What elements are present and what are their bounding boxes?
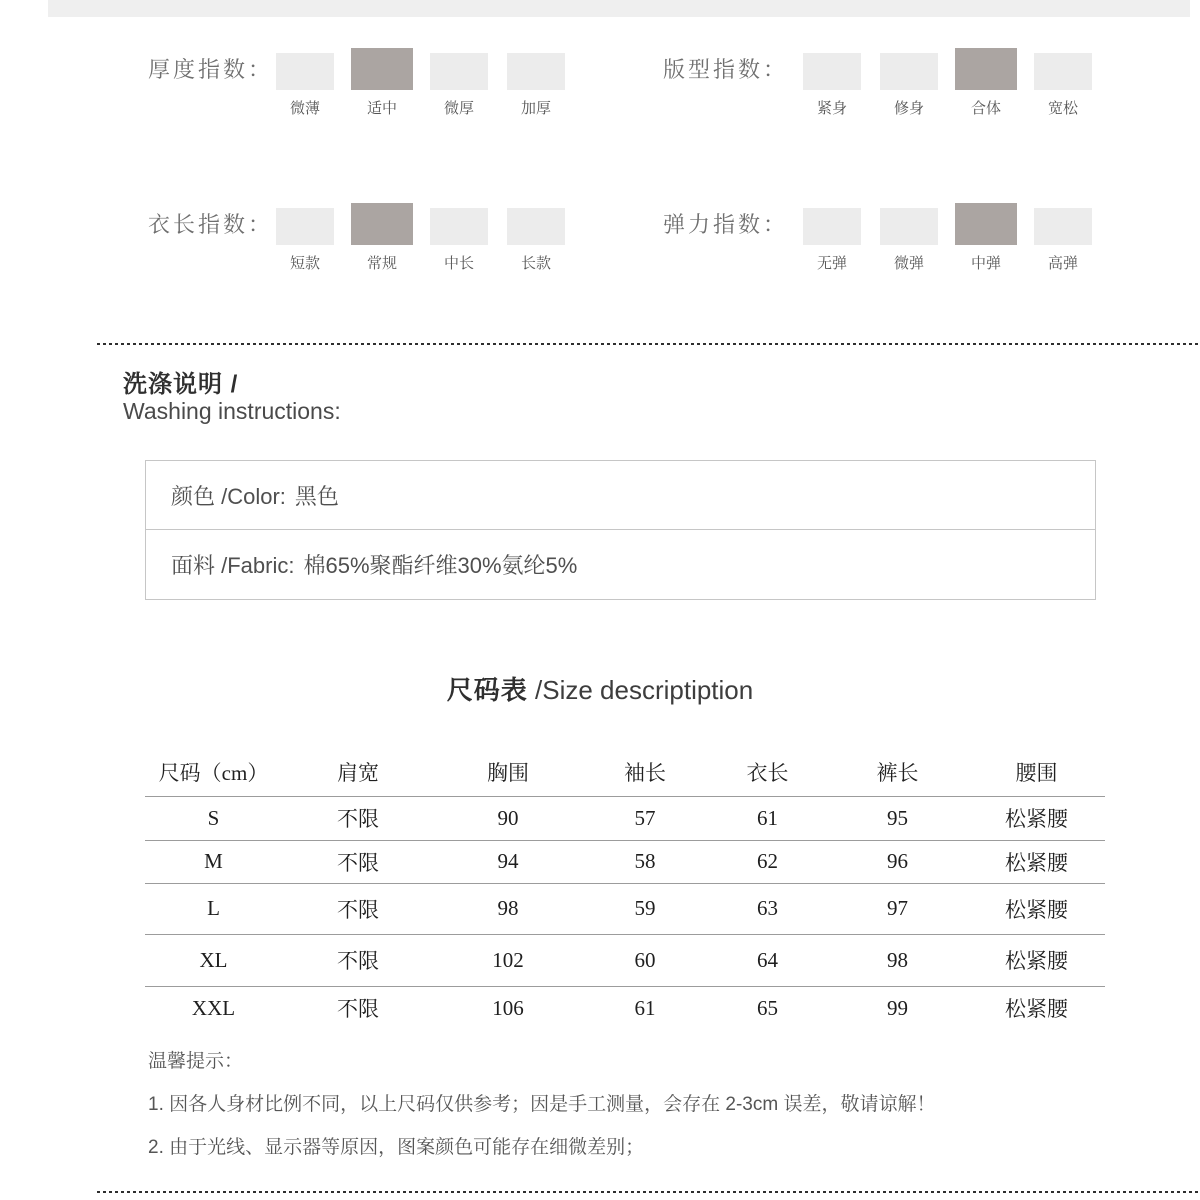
cell: 不限 xyxy=(282,883,434,934)
color-row xyxy=(146,461,1095,530)
index-option xyxy=(506,203,566,273)
index-option xyxy=(1033,48,1093,118)
cell: 不限 xyxy=(282,840,434,883)
index-swatch xyxy=(1034,53,1092,90)
cell: 不限 xyxy=(282,934,434,986)
dashed-divider-top xyxy=(97,343,1200,345)
index-option xyxy=(275,203,335,273)
index-option-label: 修身 xyxy=(894,101,925,117)
notes-title: 温馨提示： xyxy=(148,1051,244,1072)
table-row-xl xyxy=(145,934,1105,986)
index-swatch xyxy=(880,208,938,245)
index-option xyxy=(956,48,1016,118)
size-table-header-row xyxy=(145,748,1105,796)
index-options xyxy=(802,203,1093,273)
index-swatch xyxy=(1034,208,1092,245)
col-header-top-length: 衣长 xyxy=(708,748,827,796)
cell: 58 xyxy=(582,840,708,883)
col-header-size: 尺码（cm） xyxy=(145,748,282,796)
size-table-title-en: /Size descriptiption xyxy=(527,675,754,705)
cell: 63 xyxy=(708,883,827,934)
index-group-length xyxy=(148,203,566,273)
index-option xyxy=(879,48,939,118)
fabric-row xyxy=(146,530,1095,599)
col-header-bust: 胸围 xyxy=(434,748,582,796)
index-option xyxy=(956,203,1016,273)
index-option-label: 微厚 xyxy=(444,101,475,117)
index-group-elasticity xyxy=(663,203,1093,273)
size-table-title-zh: 尺码表 xyxy=(446,675,528,705)
index-group-label: 版型指数： xyxy=(663,57,789,82)
cell: 松紧腰 xyxy=(968,796,1105,840)
cell: 62 xyxy=(708,840,827,883)
dashed-divider-bottom xyxy=(97,1191,1200,1193)
index-option-label: 长款 xyxy=(521,256,552,272)
index-group-fit xyxy=(663,48,1093,118)
cell: 102 xyxy=(434,934,582,986)
washing-title-zh: 洗涤说明 / xyxy=(123,371,239,398)
previous-section-strip xyxy=(48,0,1190,17)
index-options xyxy=(275,203,566,273)
color-label: 颜色 /Color: xyxy=(171,483,286,509)
cell: 61 xyxy=(708,796,827,840)
table-row-xxl xyxy=(145,986,1105,1030)
index-swatch xyxy=(430,53,488,90)
cell: 松紧腰 xyxy=(968,883,1105,934)
table-row-s xyxy=(145,796,1105,840)
index-option xyxy=(1033,203,1093,273)
cell: 90 xyxy=(434,796,582,840)
index-option-label: 常规 xyxy=(367,256,398,272)
index-group-thickness xyxy=(148,48,566,118)
index-option xyxy=(275,48,335,118)
index-swatch xyxy=(507,208,565,245)
index-swatch xyxy=(507,53,565,90)
index-swatch xyxy=(955,48,1017,90)
cell: M xyxy=(145,840,282,883)
cell: 61 xyxy=(634,995,656,1020)
col-header-waist: 腰围 xyxy=(968,748,1105,796)
index-option-label: 合体 xyxy=(971,101,1002,117)
index-swatch xyxy=(880,53,938,90)
index-swatch xyxy=(803,208,861,245)
index-option-label: 宽松 xyxy=(1048,101,1079,117)
cell: L xyxy=(145,883,282,934)
cell: S xyxy=(145,796,282,840)
cell: 松紧腰 xyxy=(968,840,1105,883)
cell: XXL xyxy=(191,995,236,1020)
index-swatch xyxy=(803,53,861,90)
index-option-label: 微弹 xyxy=(894,256,925,272)
index-swatch xyxy=(276,53,334,90)
index-option xyxy=(802,48,862,118)
fabric-label: 面料 /Fabric: xyxy=(171,553,295,578)
index-option-label: 中长 xyxy=(444,256,475,272)
cell: 松紧腰 xyxy=(968,934,1105,986)
index-swatch xyxy=(276,208,334,245)
washing-title-en: Washing instructions: xyxy=(123,398,341,424)
index-group-label: 弹力指数： xyxy=(663,212,789,237)
cell: 99 xyxy=(887,995,908,1020)
index-options xyxy=(275,48,566,118)
cell: 98 xyxy=(434,883,582,934)
cell: 59 xyxy=(582,883,708,934)
cell: 64 xyxy=(708,934,827,986)
index-option xyxy=(429,48,489,118)
cell: 松紧腰 xyxy=(1005,997,1068,1022)
index-option-label: 加厚 xyxy=(521,101,552,117)
index-option-label: 紧身 xyxy=(817,101,848,117)
index-option-label: 适中 xyxy=(367,101,398,117)
index-swatch xyxy=(351,203,413,245)
notes-section xyxy=(148,1046,935,1177)
col-header-sleeve: 袖长 xyxy=(582,748,708,796)
index-option-label: 高弹 xyxy=(1048,256,1079,272)
index-option xyxy=(352,203,412,273)
note-item-1: 1. 因各人身材比例不同，以上尺码仅供参考；因是手工测量，会存在 2-3cm 误差，敬请谅解！ xyxy=(148,1094,936,1115)
cell: 不限 xyxy=(282,796,434,840)
cell: 94 xyxy=(434,840,582,883)
index-option xyxy=(429,203,489,273)
index-option-label: 无弹 xyxy=(817,256,848,272)
note-item-2: 2. 由于光线、显示器等原因，图案颜色可能存在细微差别； xyxy=(148,1136,645,1158)
table-row-l xyxy=(145,883,1105,934)
color-fabric-box xyxy=(145,460,1096,600)
fabric-value: 棉65%聚酯纤维30%氨纶5% xyxy=(303,553,578,578)
index-option-label: 中弹 xyxy=(971,256,1002,272)
index-option xyxy=(802,203,862,273)
cell: 95 xyxy=(827,796,968,840)
cell: 106 xyxy=(492,995,524,1020)
index-option-label: 微薄 xyxy=(290,101,321,117)
index-swatch xyxy=(430,208,488,245)
col-header-pants-length: 裤长 xyxy=(827,748,968,796)
index-options xyxy=(802,48,1093,118)
index-group-label: 衣长指数： xyxy=(148,212,274,237)
cell: 96 xyxy=(827,840,968,883)
index-option xyxy=(879,203,939,273)
index-group-label: 厚度指数： xyxy=(148,57,274,82)
cell: 65 xyxy=(757,995,778,1020)
cell: 60 xyxy=(582,934,708,986)
table-row-m xyxy=(145,840,1105,883)
index-option xyxy=(506,48,566,118)
index-option xyxy=(352,48,412,118)
index-swatch xyxy=(955,203,1017,245)
cell: 不限 xyxy=(337,997,379,1022)
size-table xyxy=(145,748,1105,1030)
cell: XL xyxy=(145,934,282,986)
index-option-label: 短款 xyxy=(290,256,321,272)
cell: 98 xyxy=(827,934,968,986)
cell: 97 xyxy=(827,883,968,934)
col-header-shoulder: 肩宽 xyxy=(282,748,434,796)
size-table-title xyxy=(0,670,1200,707)
color-value: 黑色 xyxy=(294,483,339,509)
cell: 57 xyxy=(582,796,708,840)
index-swatch xyxy=(351,48,413,90)
